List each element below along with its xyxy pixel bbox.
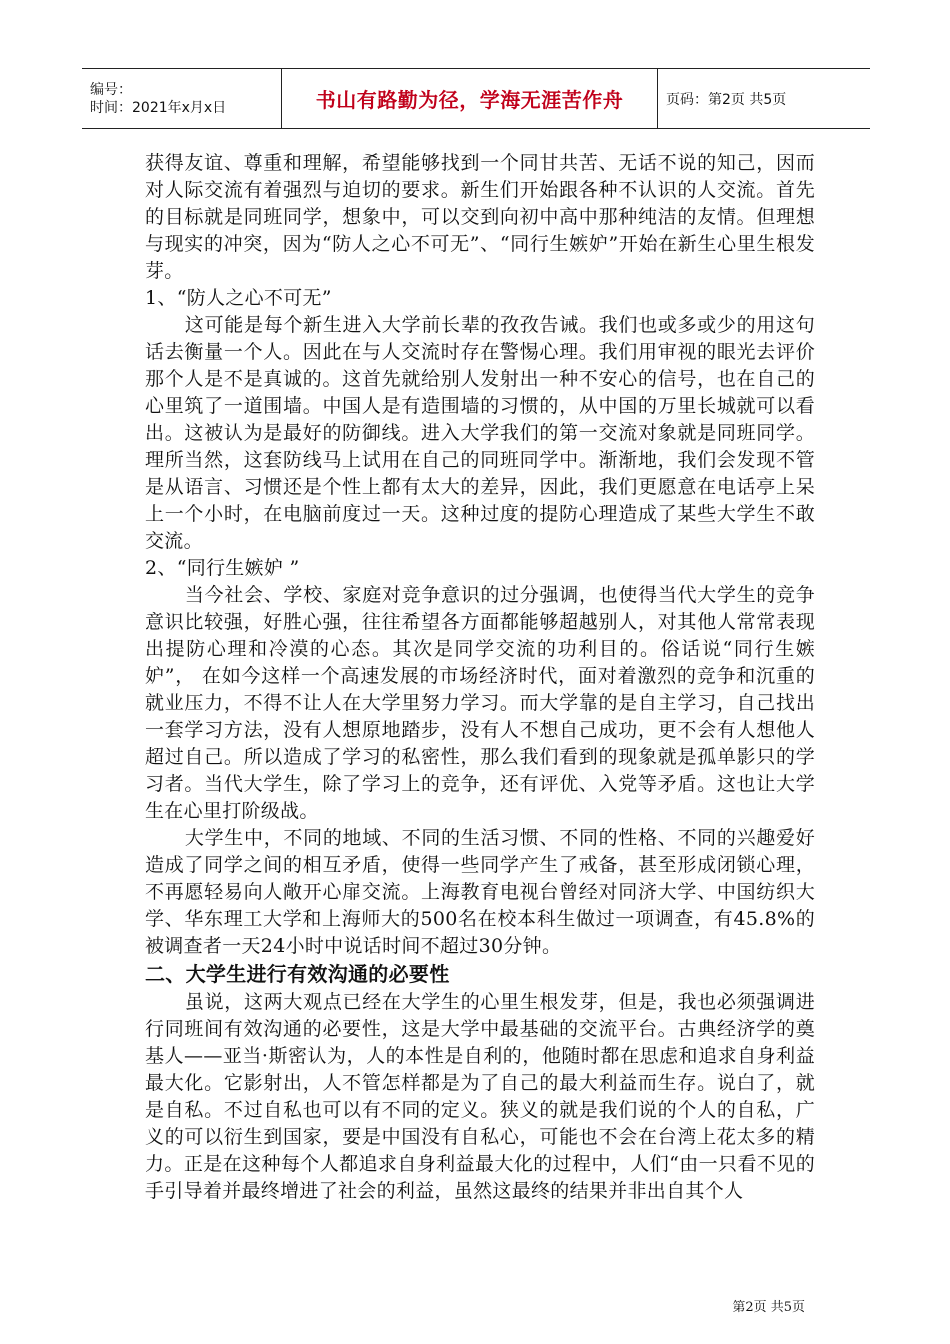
page-header <box>82 68 870 129</box>
paragraph-intro: 获得友谊、尊重和理解，希望能够找到一个同甘共苦、无话不说的知己，因而对人际交流有着强烈与迫切的要求。新生们开始跟各种不认识的人交流。首先的目标就是同班同学，想象中，可以交到向初中高中那种纯洁的友情。但理想与现实的冲突，因为“防人之心不可无”、“同行生嫉妒”开始在新生心里生根发芽。 <box>145 152 815 282</box>
page-footer: 第2页 共5页 <box>732 1300 805 1315</box>
paragraph-guard: 这可能是每个新生进入大学前长辈的孜孜告诫。我们也或多或少的用这句话去衡量一个人。因此在与人交流时存在警惕心理。我们用审视的眼光去评价那个人是不是真诚的。这首先就给别人发射出一种不安心的信号，也在自己的心里筑了一道围墙。中国人是有造围墙的习惯的，从中国的万里长城就可以看出。这被认为是最好的防御线。进入大学我们的第一交流对象就是同班同学。理所当然，这套防线马上试用在自己的同班同学中。渐渐地，我们会发现不管是从语言、习惯还是个性上都有太大的差异，因此，我们更愿意在电话亭上呆上一个小时，在电脑前度过一天。这种过度的提防心理造成了某些大学生不敢交流。 <box>145 314 815 552</box>
subheading-1: 1、“防人之心不可无” <box>145 287 332 309</box>
paragraph-necessity: 虽说，这两大观点已经在大学生的心里生根发芽，但是，我也必须强调进行同班间有效沟通的必要性，这是大学中最基础的交流平台。古典经济学的奠基人——亚当·斯密认为，人的本性是自利的，他随时都在思虑和追求自身利益最大化。它影射出，人不管怎样都是为了自己的最大利益而生存。说白了，就是自私。不过自私也可以有不同的定义。狭义的就是我们说的个人的自私，广义的可以衍生到国家，要是中国没有自私心，可能也不会在台湾上花太多的精力。正是在这种每个人都追求自身利益最大化的过程中，人们“由一只看不见的手引导着并最终增进了社会的利益，虽然这最终的结果并非出自其个人 <box>145 991 815 1202</box>
document-date-label: 时间：2021年x月x日 <box>90 99 227 116</box>
paragraph-survey: 大学生中，不同的地域、不同的生活习惯、不同的性格、不同的兴趣爱好造成了同学之间的相互矛盾，使得一些同学产生了戒备，甚至形成闭锁心理，不再愿轻易向人敞开心扉交流。上海教育电视台曾经对同济大学、中国纺织大学、华东理工大学和上海师大的500名在校本科生做过一项调查，有45.8%的被调查者一天24小时中说话时间不超过30分钟。 <box>145 827 815 957</box>
header-motto: 书山有路勤为径，学海无涯苦作舟 <box>282 69 658 128</box>
document-number-label: 编号： <box>90 81 132 98</box>
header-page-number: 页码：第2页 共5页 <box>666 91 787 108</box>
paragraph-jealousy: 当今社会、学校、家庭对竞争意识的过分强调，也使得当代大学生的竞争意识比较强，好胜心强，往往希望各方面都能够超越别人，对其他人常常表现出提防心理和冷漠的心态。其次是同学交流的功利目的。俗话说“同行生嫉妒”， 在如今这样一个高速发展的市场经济时代，面对着激烈的竞争和沉重的就业压力，不得不让人在大学里努力学习。而大学靠的是自主学习，自己找出一套学习方法，没有人想原地踏步，没有人不想自己成功，更不会有人想他人超过自己。所以造成了学习的私密性，那么我们看到的现象就是孤单影只的学习者。当代大学生，除了学习上的竞争，还有评优、入党等矛盾。这也让大学生在心里打阶级战。 <box>145 584 815 822</box>
document-body <box>145 150 815 1205</box>
section-heading-2: 二、大学生进行有效沟通的必要性 <box>145 962 450 986</box>
header-meta <box>82 69 282 128</box>
subheading-2: 2、“同行生嫉妒 ” <box>145 557 300 579</box>
